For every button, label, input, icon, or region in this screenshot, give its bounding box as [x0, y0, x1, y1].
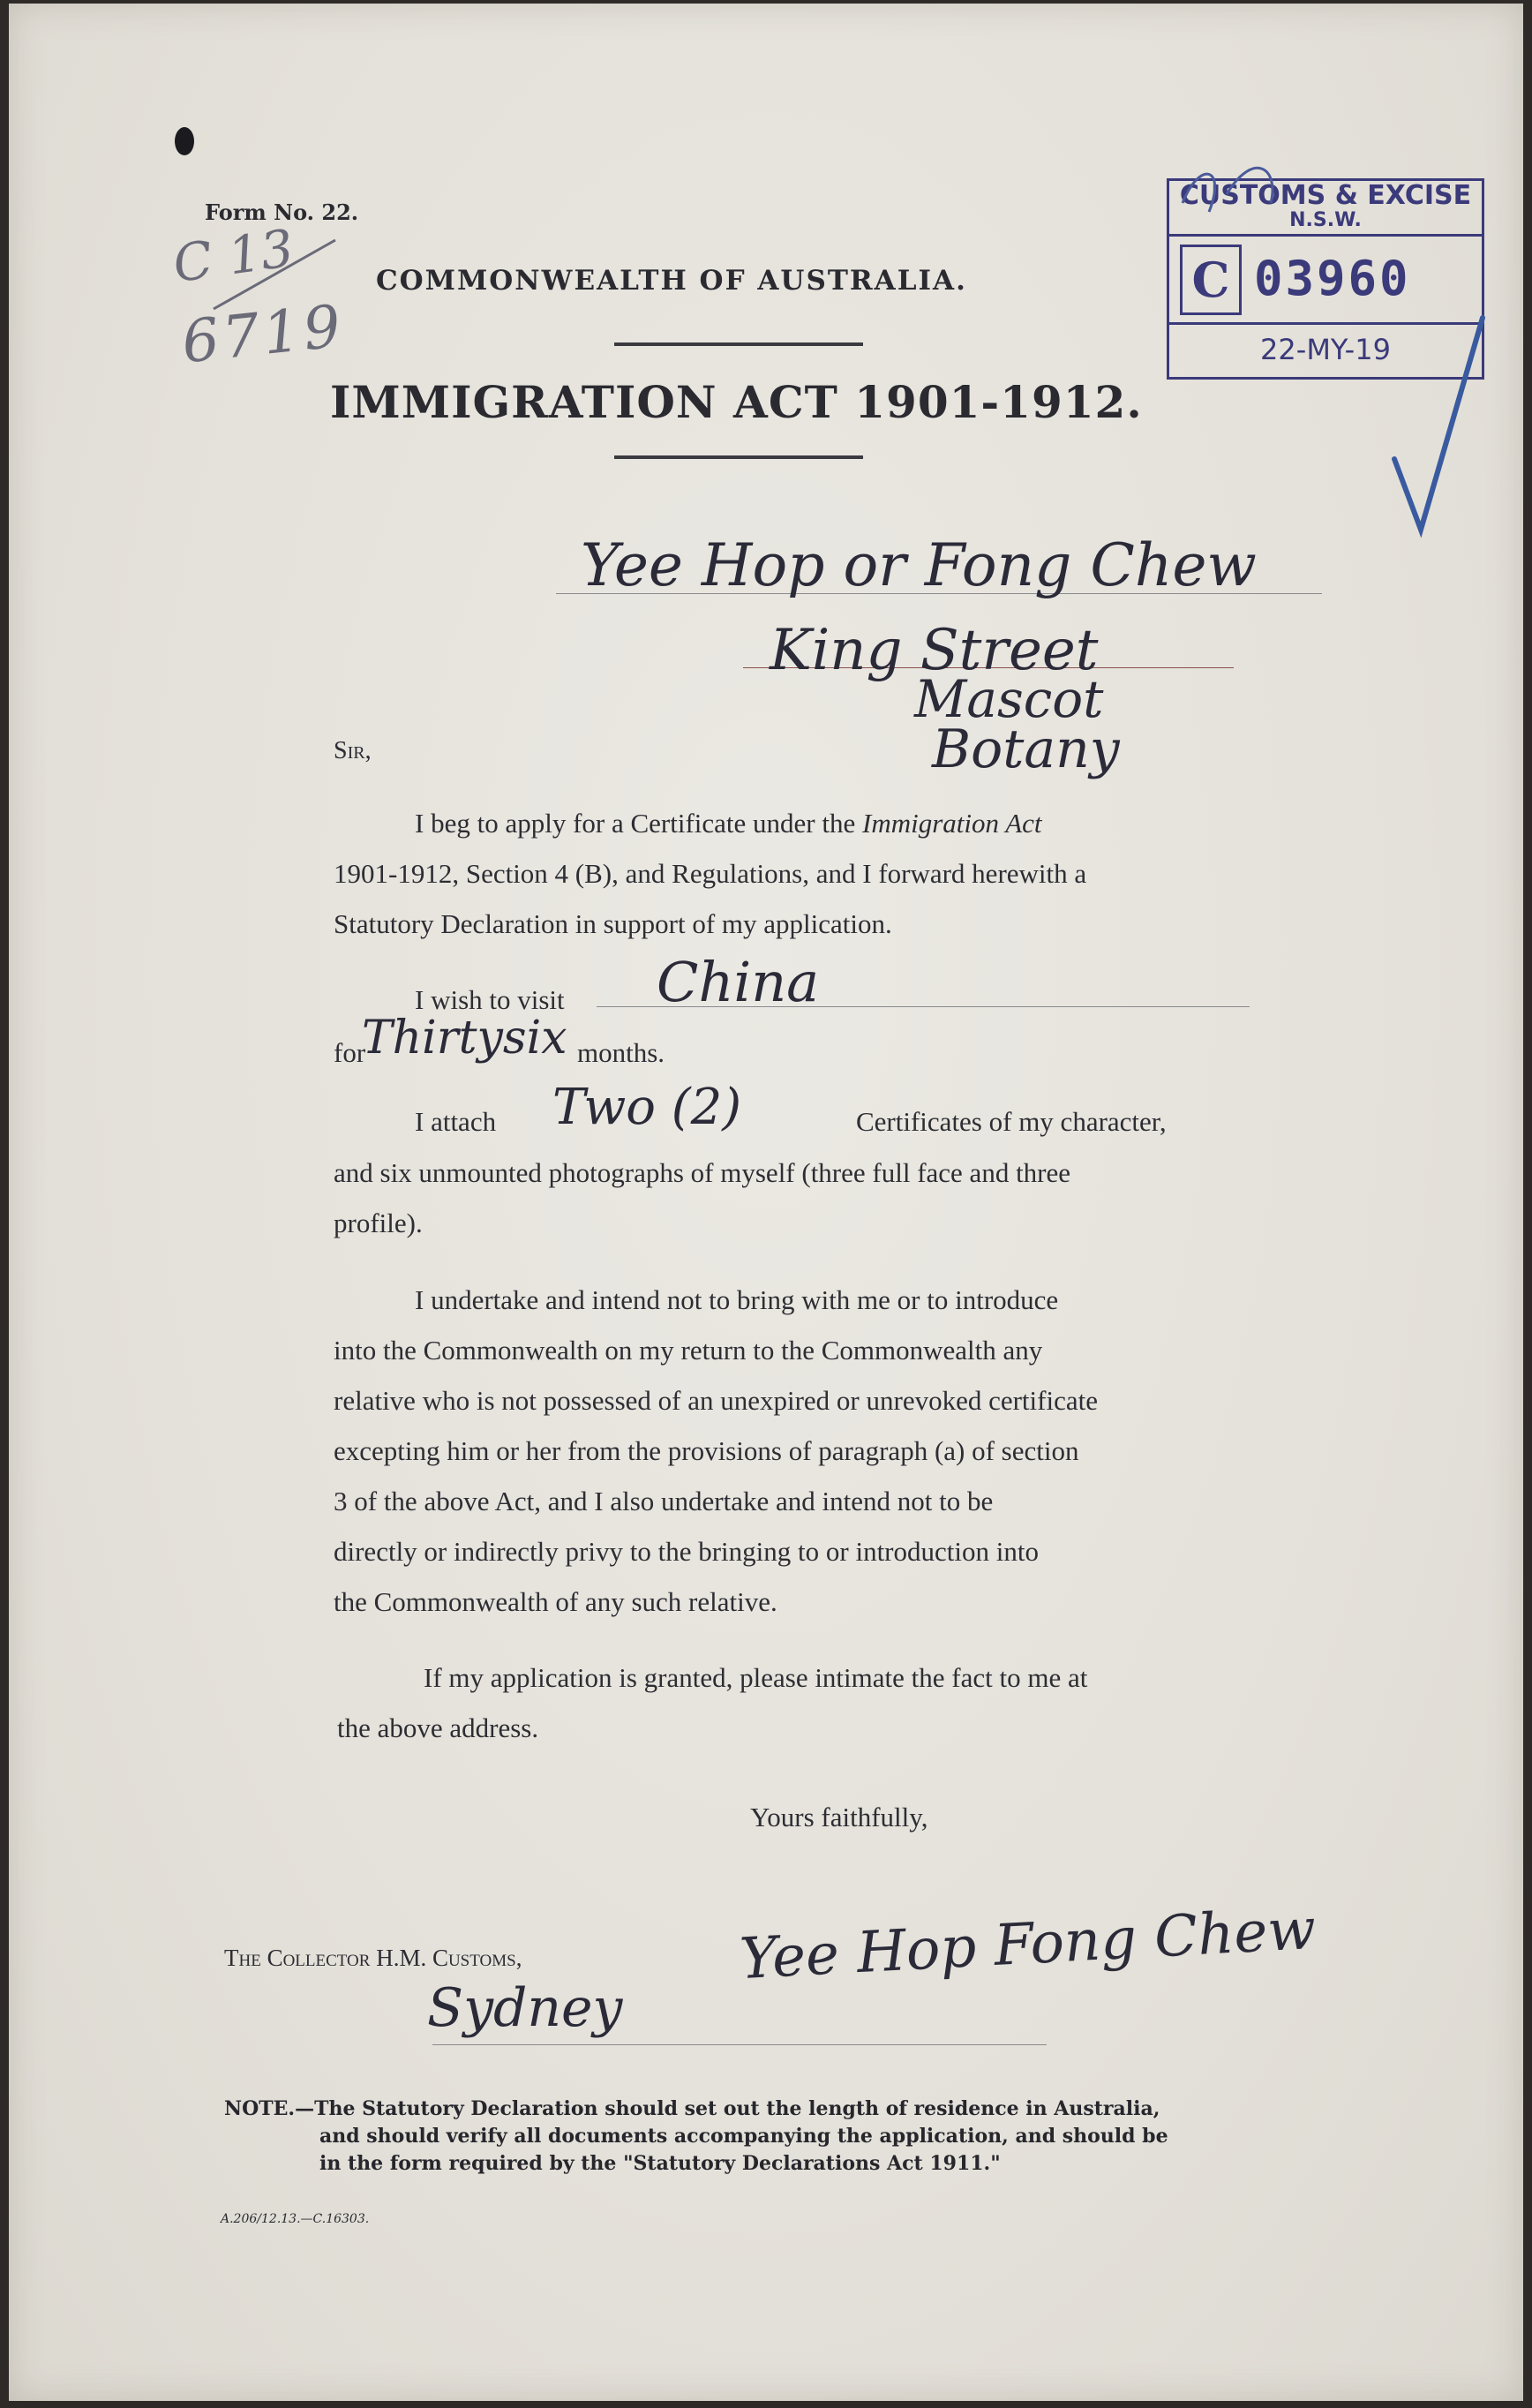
- duration-value: Thirtysix: [362, 1012, 567, 1065]
- note-line1: NOTE.—The Statutory Declaration should set out the length of residence in Australia,: [224, 2097, 1160, 2120]
- undertake-line-2: into the Commonwealth on my return to the Commonwealth any: [334, 1335, 1043, 1366]
- salutation: Sir,: [334, 737, 372, 764]
- blue-check-mark: [1147, 141, 1509, 547]
- applicant-name: Yee Hop or Fong Chew: [581, 531, 1257, 599]
- applicant-street: King Street: [770, 618, 1099, 683]
- para1-act-name: Immigration Act: [862, 808, 1042, 839]
- stamp-letter: C: [1180, 245, 1242, 315]
- heading-rule-bottom: [614, 455, 863, 459]
- heading-rule-top: [614, 342, 863, 346]
- stamp-line1: CUSTOMS & EXCISE: [1179, 180, 1472, 211]
- undertake-line-3: relative who is not possessed of an unexpired or unrevoked certificate: [334, 1385, 1098, 1416]
- para1-line2: 1901-1912, Section 4 (B), and Regulations, and I forward herewith a: [334, 858, 1087, 889]
- note-line3: in the form required by the "Statutory Declarations Act 1911.": [319, 2152, 1001, 2175]
- print-code: A.206/12.13.—C.16303.: [221, 2212, 370, 2226]
- applicant-suburb: Mascot: [914, 669, 1104, 729]
- undertake-line-7: the Commonwealth of any such relative.: [334, 1586, 777, 1617]
- duration-suffix: months.: [577, 1037, 665, 1068]
- undertake-line-6: directly or indirectly privy to the bringing to or introduction into: [334, 1536, 1039, 1567]
- stamp-line2: N.S.W.: [1289, 209, 1362, 231]
- addressee: The Collector H.M. Customs,: [224, 1945, 522, 1971]
- stamp-date: 22-MY-19: [1260, 333, 1391, 366]
- file-ref-bottom: 6719: [178, 291, 348, 377]
- attach-line2: and six unmounted photographs of myself (three full face and three: [334, 1157, 1071, 1188]
- attach-line3: profile).: [334, 1208, 423, 1238]
- stamp-number: 03960: [1254, 251, 1411, 306]
- para1-line3: Statutory Declaration in support of my application.: [334, 908, 892, 939]
- punch-hole: [175, 127, 194, 155]
- document-page: [9, 4, 1523, 2401]
- act-heading: IMMIGRATION ACT 1901-1912.: [330, 376, 1143, 428]
- form-number: Form No. 22.: [205, 199, 359, 225]
- undertake-line-5: 3 of the above Act, and I also undertake and intend not to be: [334, 1486, 994, 1516]
- para1-text: I beg to apply for a Certificate under the: [415, 808, 862, 839]
- addressee-city: Sydney: [427, 1977, 623, 2039]
- granted-line2: the above address.: [337, 1712, 539, 1743]
- visit-country: China: [657, 950, 820, 1014]
- closing: Yours faithfully,: [750, 1802, 928, 1832]
- applicant-district: Botany: [932, 719, 1120, 780]
- attach-prefix: I attach: [415, 1106, 497, 1137]
- note-line2: and should verify all documents accompanying the application, and should be: [319, 2125, 1168, 2148]
- city-rule: [432, 2044, 1047, 2045]
- attach-count: Two (2): [552, 1079, 742, 1136]
- undertake-line-4: excepting him or her from the provisions of paragraph (a) of section: [334, 1435, 1079, 1466]
- attach-suffix: Certificates of my character,: [856, 1106, 1167, 1137]
- visit-label: I wish to visit: [415, 984, 565, 1015]
- country-heading: COMMONWEALTH OF AUSTRALIA.: [376, 265, 967, 297]
- para1-line1: [415, 798, 1297, 848]
- undertake-line-1: I undertake and intend not to bring with me or to introduce: [415, 1284, 1059, 1315]
- signature: Yee Hop Fong Chew: [738, 1896, 1318, 1993]
- file-ref-top: C 13: [169, 217, 297, 295]
- granted-line1: If my application is granted, please intimate the fact to me at: [424, 1662, 1088, 1693]
- duration-prefix: for: [334, 1037, 366, 1068]
